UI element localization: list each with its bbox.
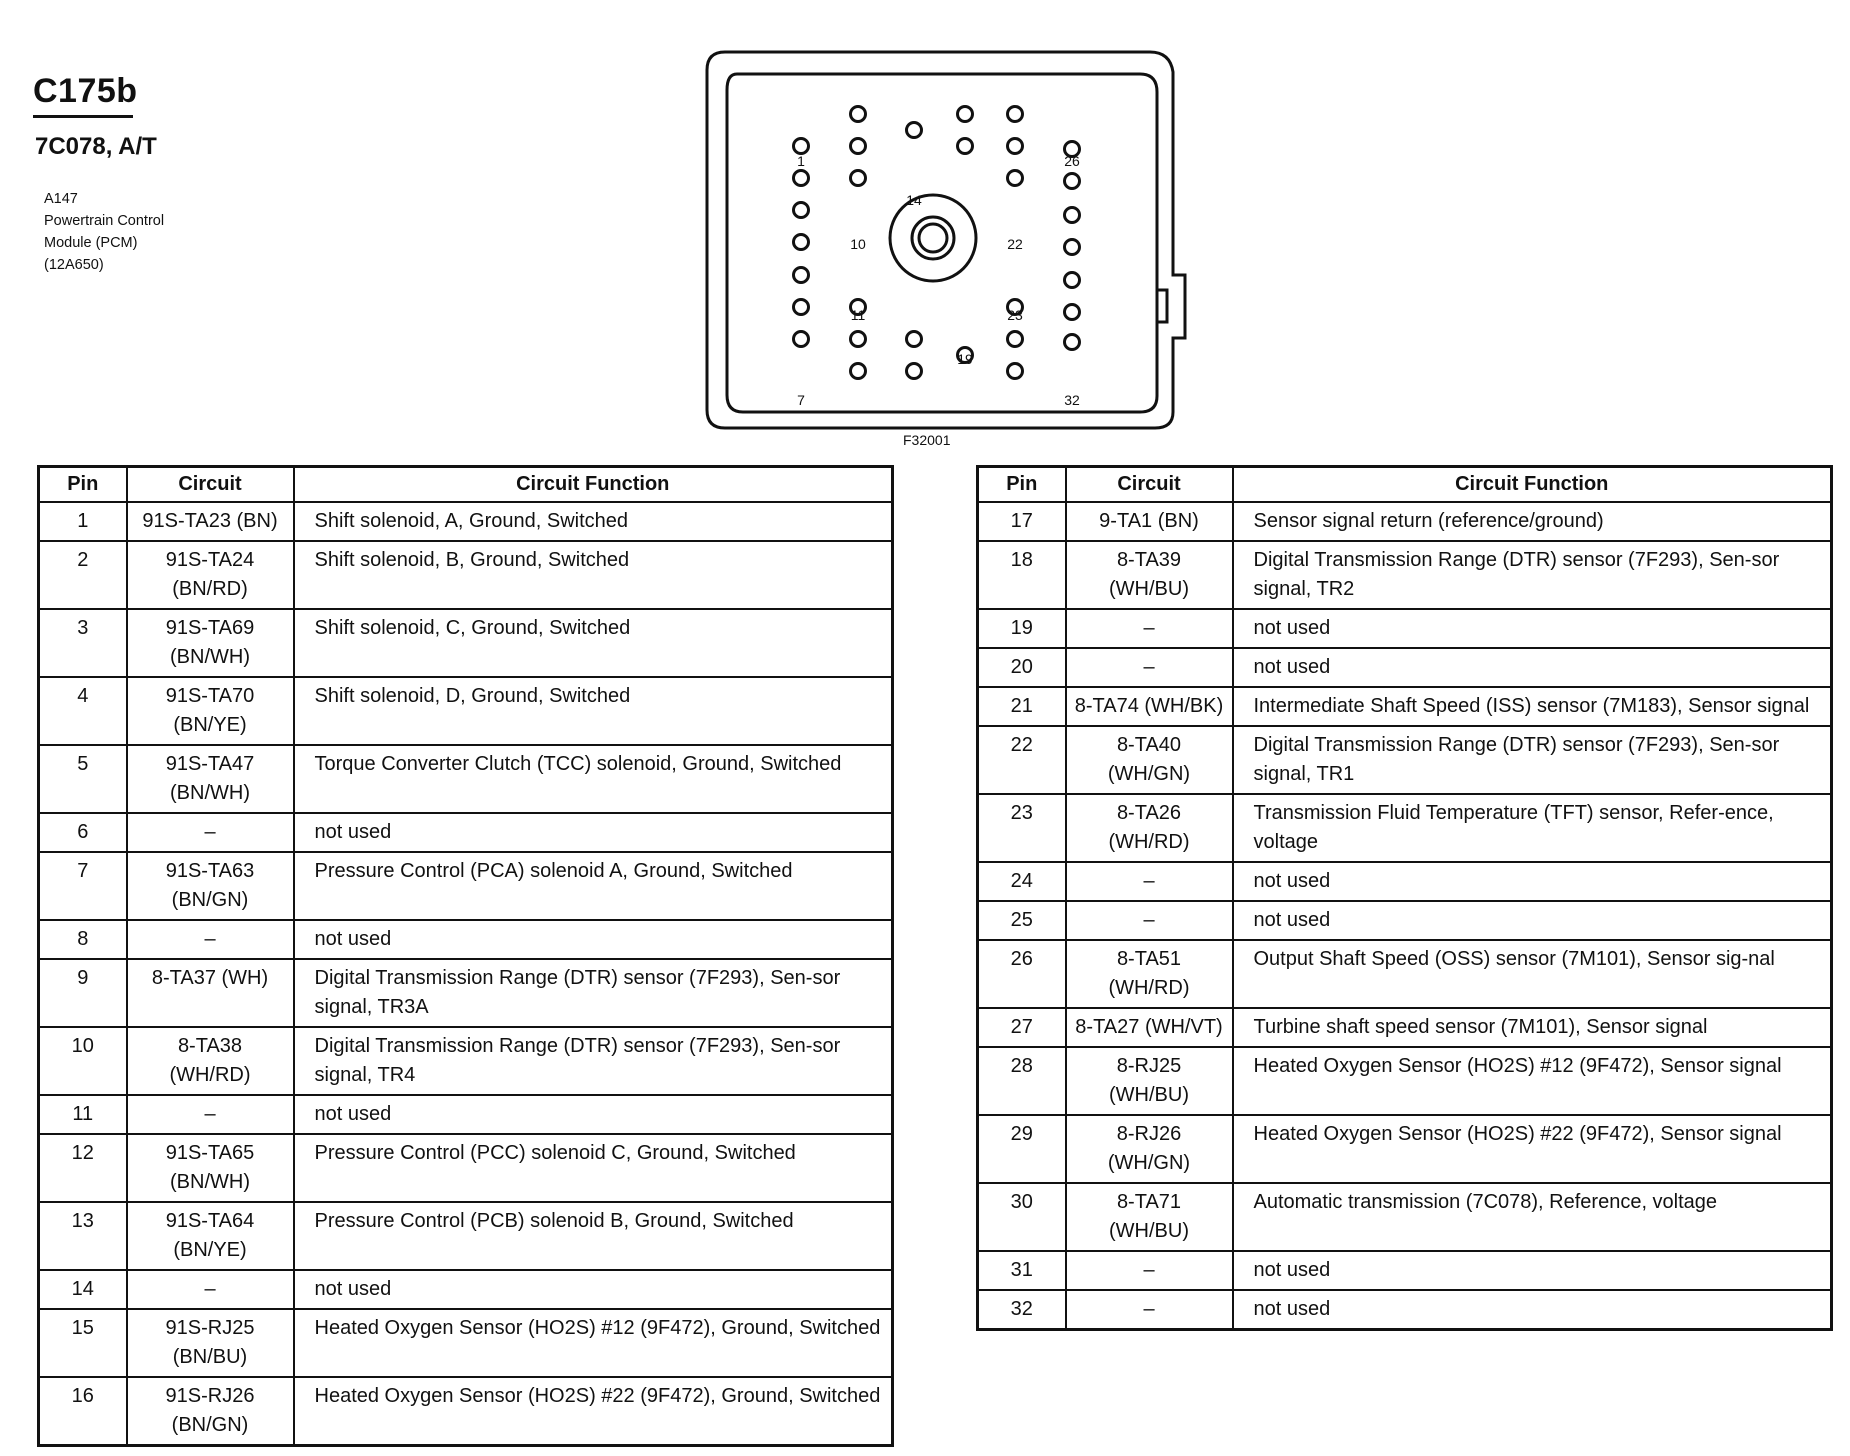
circuit-cell: 91S-RJ26 (BN/GN) (127, 1377, 294, 1446)
circuit-cell: 91S-TA64 (BN/YE) (127, 1202, 294, 1270)
header-pin: Pin (39, 467, 127, 503)
function-cell: not used (1233, 901, 1832, 940)
circuit-cell: 9-TA1 (BN) (1066, 502, 1233, 541)
center-bolt-outer (890, 195, 976, 281)
table-row (39, 1202, 893, 1270)
function-cell: Shift solenoid, A, Ground, Switched (294, 502, 893, 541)
component-line: A147 (44, 191, 78, 207)
table-row (978, 687, 1832, 726)
pin-label: 32 (1064, 392, 1080, 408)
pin-hole (1065, 305, 1080, 320)
component-line: Powertrain Control (44, 213, 165, 229)
function-cell: Transmission Fluid Temperature (TFT) sensor, Refer-ence, voltage (1233, 794, 1832, 862)
table-row (978, 648, 1832, 687)
table-row (978, 609, 1832, 648)
connector-inner-shell (727, 74, 1157, 412)
circuit-cell: – (1066, 1251, 1233, 1290)
circuit-cell: – (1066, 1290, 1233, 1330)
table-row (978, 901, 1832, 940)
pinout-table-left (37, 465, 894, 1447)
function-cell: not used (294, 813, 893, 852)
pin-cell: 8 (39, 920, 127, 959)
table-row (39, 1377, 893, 1446)
pin-hole (1008, 171, 1023, 186)
table-row (978, 502, 1832, 541)
pin-cell: 12 (39, 1134, 127, 1202)
figure-code: F32001 (903, 432, 951, 448)
circuit-cell: 8-TA37 (WH) (127, 959, 294, 1027)
circuit-cell: 8-TA26 (WH/RD) (1066, 794, 1233, 862)
pin-cell: 20 (978, 648, 1066, 687)
circuit-cell: 91S-TA70 (BN/YE) (127, 677, 294, 745)
pinout-table-right (976, 465, 1833, 1331)
function-cell: Pressure Control (PCB) solenoid B, Ground, Switched (294, 1202, 893, 1270)
table-row (978, 1047, 1832, 1115)
pin-hole (851, 332, 866, 347)
table-row (39, 852, 893, 920)
pin-cell: 27 (978, 1008, 1066, 1047)
pin-cell: 11 (39, 1095, 127, 1134)
pin-cell: 31 (978, 1251, 1066, 1290)
function-cell: Intermediate Shaft Speed (ISS) sensor (7M183), Sensor signal (1233, 687, 1832, 726)
function-cell: not used (294, 1270, 893, 1309)
pin-cell: 3 (39, 609, 127, 677)
pin-cell: 22 (978, 726, 1066, 794)
pin-cell: 6 (39, 813, 127, 852)
pin-cell: 1 (39, 502, 127, 541)
pin-hole (794, 139, 809, 154)
function-cell: not used (1233, 1251, 1832, 1290)
pin-label: 19 (957, 351, 973, 367)
pin-hole (907, 332, 922, 347)
table-row (978, 862, 1832, 901)
table-row (39, 502, 893, 541)
circuit-cell: 8-TA27 (WH/VT) (1066, 1008, 1233, 1047)
title-underline (33, 115, 133, 118)
table-row (39, 745, 893, 813)
pin-cell: 14 (39, 1270, 127, 1309)
circuit-cell: 8-TA40 (WH/GN) (1066, 726, 1233, 794)
circuit-cell: – (1066, 648, 1233, 687)
table-row (978, 1115, 1832, 1183)
circuit-cell: 8-RJ25 (WH/BU) (1066, 1047, 1233, 1115)
table-row (39, 1309, 893, 1377)
pin-hole (1008, 107, 1023, 122)
table-row (39, 1270, 893, 1309)
pin-hole (794, 235, 809, 250)
pin-label: 11 (850, 307, 866, 323)
connector-description: 7C078, A/T (35, 133, 157, 160)
circuit-cell: 8-TA71 (WH/BU) (1066, 1183, 1233, 1251)
header-pin: Pin (978, 467, 1066, 503)
function-cell: not used (1233, 609, 1832, 648)
pin-hole (1065, 174, 1080, 189)
table-header-row (39, 467, 893, 503)
circuit-cell: 91S-TA69 (BN/WH) (127, 609, 294, 677)
header-circuit: Circuit (127, 467, 294, 503)
header-circuit: Circuit (1066, 467, 1233, 503)
table-row (978, 940, 1832, 1008)
circuit-cell: – (127, 920, 294, 959)
pin-hole (794, 268, 809, 283)
table-row (39, 813, 893, 852)
pin-cell: 18 (978, 541, 1066, 609)
pin-hole (851, 139, 866, 154)
pin-label: 14 (906, 192, 922, 208)
circuit-cell: – (1066, 901, 1233, 940)
circuit-cell: 8-TA38 (WH/RD) (127, 1027, 294, 1095)
pin-cell: 19 (978, 609, 1066, 648)
function-cell: Turbine shaft speed sensor (7M101), Sensor signal (1233, 1008, 1832, 1047)
connector-face-diagram (695, 40, 1195, 432)
table-row (39, 541, 893, 609)
circuit-cell: 91S-RJ25 (BN/BU) (127, 1309, 294, 1377)
circuit-cell: 91S-TA63 (BN/GN) (127, 852, 294, 920)
function-cell: Heated Oxygen Sensor (HO2S) #22 (9F472), Ground, Switched (294, 1377, 893, 1446)
pin-cell: 9 (39, 959, 127, 1027)
circuit-cell: – (1066, 609, 1233, 648)
circuit-cell: 8-TA74 (WH/BK) (1066, 687, 1233, 726)
pin-cell: 5 (39, 745, 127, 813)
connector-id: C175b (33, 72, 138, 110)
circuit-cell: – (127, 1270, 294, 1309)
pin-hole (794, 332, 809, 347)
table-row (978, 1290, 1832, 1330)
pin-cell: 32 (978, 1290, 1066, 1330)
pin-hole (794, 203, 809, 218)
function-cell: Heated Oxygen Sensor (HO2S) #22 (9F472), Sensor signal (1233, 1115, 1832, 1183)
pin-hole (1065, 208, 1080, 223)
center-bolt-inner (919, 224, 947, 252)
pin-cell: 28 (978, 1047, 1066, 1115)
table-row (978, 1008, 1832, 1047)
table-row (39, 1134, 893, 1202)
pin-cell: 25 (978, 901, 1066, 940)
pin-hole (907, 123, 922, 138)
pin-hole (1065, 240, 1080, 255)
pin-hole (851, 107, 866, 122)
pin-cell: 16 (39, 1377, 127, 1446)
pin-hole (851, 364, 866, 379)
table-row (978, 794, 1832, 862)
function-cell: Shift solenoid, D, Ground, Switched (294, 677, 893, 745)
function-cell: not used (1233, 648, 1832, 687)
pin-cell: 26 (978, 940, 1066, 1008)
function-cell: Shift solenoid, C, Ground, Switched (294, 609, 893, 677)
pin-cell: 13 (39, 1202, 127, 1270)
pin-cell: 4 (39, 677, 127, 745)
circuit-cell: 91S-TA24 (BN/RD) (127, 541, 294, 609)
component-line: (12A650) (44, 257, 104, 273)
pin-hole (1008, 364, 1023, 379)
pin-hole (958, 107, 973, 122)
table-row (978, 726, 1832, 794)
function-cell: Automatic transmission (7C078), Reference, voltage (1233, 1183, 1832, 1251)
circuit-cell: – (127, 1095, 294, 1134)
circuit-cell: 8-RJ26 (WH/GN) (1066, 1115, 1233, 1183)
pin-hole (851, 171, 866, 186)
pin-cell: 7 (39, 852, 127, 920)
pin-hole (794, 171, 809, 186)
circuit-cell: – (1066, 862, 1233, 901)
pin-label: 10 (850, 236, 866, 252)
table-row (39, 1027, 893, 1095)
function-cell: not used (1233, 862, 1832, 901)
function-cell: Digital Transmission Range (DTR) sensor (7F293), Sen-sor signal, TR1 (1233, 726, 1832, 794)
pin-cell: 21 (978, 687, 1066, 726)
function-cell: Heated Oxygen Sensor (HO2S) #12 (9F472), Sensor signal (1233, 1047, 1832, 1115)
pin-label: 1 (797, 153, 805, 169)
pin-cell: 24 (978, 862, 1066, 901)
pin-hole (958, 139, 973, 154)
function-cell: not used (294, 1095, 893, 1134)
pin-label: 26 (1064, 153, 1080, 169)
pin-cell: 2 (39, 541, 127, 609)
pin-label: 7 (797, 392, 805, 408)
circuit-cell: 8-TA51 (WH/RD) (1066, 940, 1233, 1008)
pin-cell: 10 (39, 1027, 127, 1095)
function-cell: Heated Oxygen Sensor (HO2S) #12 (9F472), Ground, Switched (294, 1309, 893, 1377)
pin-cell: 29 (978, 1115, 1066, 1183)
component-line: Module (PCM) (44, 235, 138, 251)
header-circuit-function: Circuit Function (294, 467, 893, 503)
function-cell: Output Shaft Speed (OSS) sensor (7M101), Sensor sig-nal (1233, 940, 1832, 1008)
function-cell: Shift solenoid, B, Ground, Switched (294, 541, 893, 609)
function-cell: Digital Transmission Range (DTR) sensor (7F293), Sen-sor signal, TR2 (1233, 541, 1832, 609)
table-header-row (978, 467, 1832, 503)
function-cell: Digital Transmission Range (DTR) sensor (7F293), Sen-sor signal, TR4 (294, 1027, 893, 1095)
table-row (978, 541, 1832, 609)
table-row (39, 677, 893, 745)
pin-cell: 23 (978, 794, 1066, 862)
function-cell: Pressure Control (PCA) solenoid A, Ground, Switched (294, 852, 893, 920)
pin-holes (794, 107, 1080, 379)
function-cell: not used (294, 920, 893, 959)
table-row (978, 1183, 1832, 1251)
pin-cell: 15 (39, 1309, 127, 1377)
function-cell: Sensor signal return (reference/ground) (1233, 502, 1832, 541)
pin-cell: 17 (978, 502, 1066, 541)
table-row (978, 1251, 1832, 1290)
pin-hole (1065, 335, 1080, 350)
pin-hole (1008, 332, 1023, 347)
circuit-cell: – (127, 813, 294, 852)
pin-hole (1008, 139, 1023, 154)
function-cell: Torque Converter Clutch (TCC) solenoid, Ground, Switched (294, 745, 893, 813)
circuit-cell: 8-TA39 (WH/BU) (1066, 541, 1233, 609)
pin-hole (794, 300, 809, 315)
pin-label: 22 (1007, 236, 1023, 252)
function-cell: Digital Transmission Range (DTR) sensor (7F293), Sen-sor signal, TR3A (294, 959, 893, 1027)
circuit-cell: 91S-TA65 (BN/WH) (127, 1134, 294, 1202)
pin-hole (1065, 273, 1080, 288)
pin-label: 23 (1007, 307, 1023, 323)
circuit-cell: 91S-TA47 (BN/WH) (127, 745, 294, 813)
table-row (39, 920, 893, 959)
header-circuit-function: Circuit Function (1233, 467, 1832, 503)
table-row (39, 609, 893, 677)
table-row (39, 959, 893, 1027)
function-cell: not used (1233, 1290, 1832, 1330)
circuit-cell: 91S-TA23 (BN) (127, 502, 294, 541)
pin-cell: 30 (978, 1183, 1066, 1251)
pin-hole (907, 364, 922, 379)
table-row (39, 1095, 893, 1134)
function-cell: Pressure Control (PCC) solenoid C, Ground, Switched (294, 1134, 893, 1202)
